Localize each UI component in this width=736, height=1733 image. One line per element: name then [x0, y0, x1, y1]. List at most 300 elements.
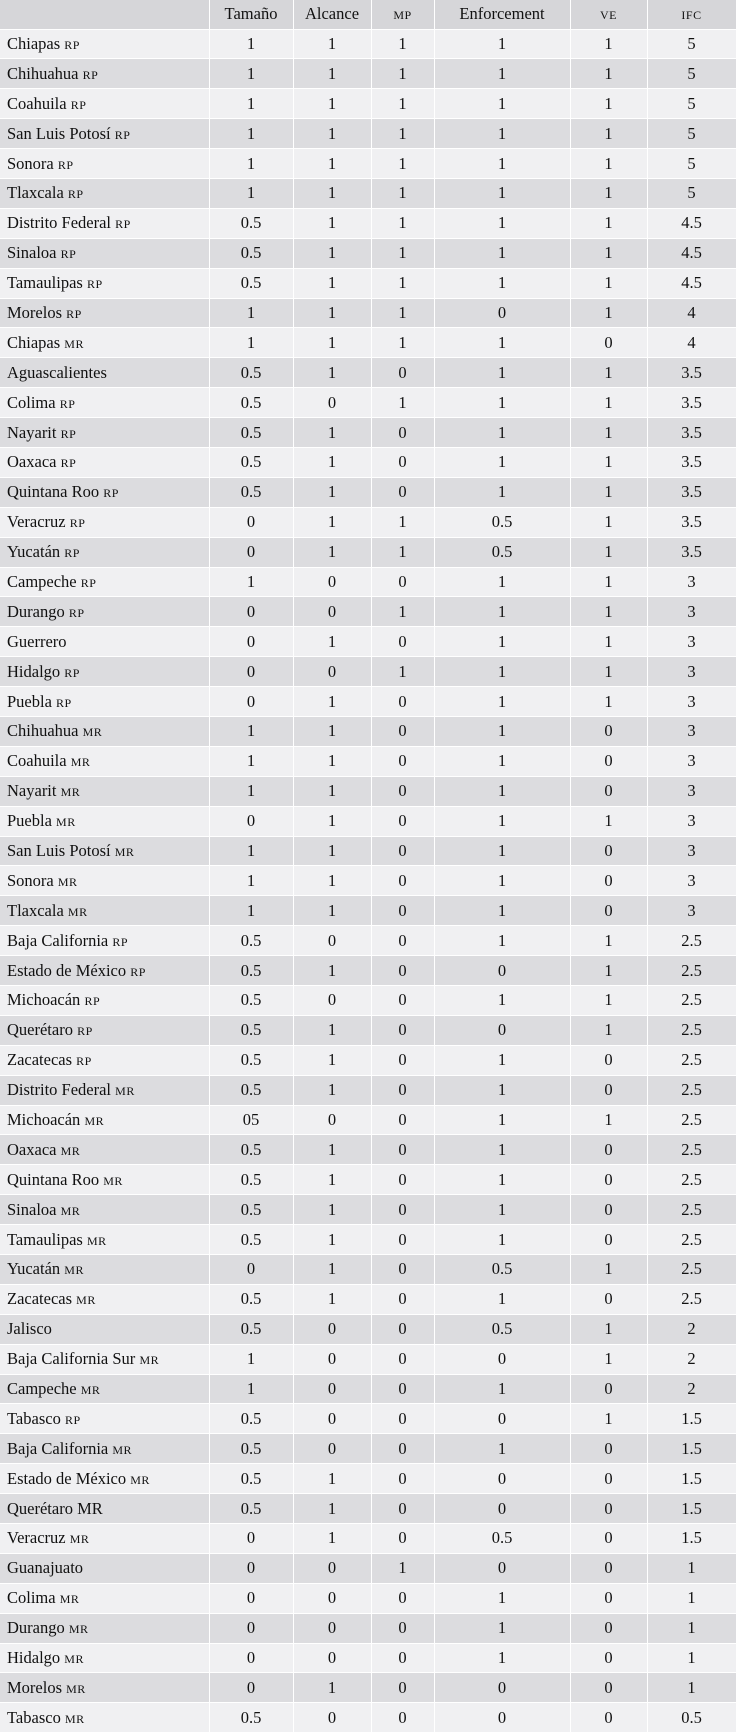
ifc-cell: 3 — [647, 806, 736, 836]
mp-cell: 0 — [371, 687, 434, 717]
ifc-cell: 3 — [647, 716, 736, 746]
table-row — [0, 1613, 736, 1643]
table-row — [0, 537, 736, 567]
tamano-cell: 0.5 — [209, 208, 293, 238]
mp-cell: 0 — [371, 447, 434, 477]
enforcement-cell: 1 — [434, 896, 570, 926]
state-name-cell — [0, 1344, 209, 1374]
enforcement-cell: 1 — [434, 89, 570, 119]
table-row — [0, 477, 736, 507]
enforcement-cell: 1 — [434, 986, 570, 1016]
alcance-cell: 1 — [293, 1464, 371, 1494]
table-row — [0, 627, 736, 657]
header-alcance: Alcance — [293, 0, 371, 29]
list-type-suffix: rp — [64, 542, 80, 562]
state-name-cell — [0, 687, 209, 717]
enforcement-cell: 0.5 — [434, 507, 570, 537]
list-type-suffix: mr — [86, 1229, 107, 1249]
tamano-cell: 0 — [209, 687, 293, 717]
ve-cell: 0 — [570, 1135, 647, 1165]
header-ifc: ifc — [647, 0, 736, 29]
mp-cell: 0 — [371, 1524, 434, 1554]
state-name-cell — [0, 418, 209, 448]
state-name-cell — [0, 1553, 209, 1583]
state-name-cell — [0, 358, 209, 388]
tamano-cell: 1 — [209, 178, 293, 208]
list-type-suffix: rp — [84, 990, 101, 1010]
state-name: Quintana Roo — [7, 482, 100, 502]
ve-cell: 1 — [570, 298, 647, 328]
alcance-cell: 0 — [293, 1583, 371, 1613]
table-row — [0, 1135, 736, 1165]
mp-cell: 0 — [371, 836, 434, 866]
ve-cell: 0 — [570, 1195, 647, 1225]
alcance-cell: 0 — [293, 1105, 371, 1135]
state-name-cell — [0, 836, 209, 866]
alcance-cell: 1 — [293, 89, 371, 119]
table-row — [0, 447, 736, 477]
list-type-suffix: mr — [130, 1468, 150, 1488]
list-type-suffix: mr — [139, 1349, 160, 1369]
tamano-cell: 05 — [209, 1105, 293, 1135]
list-type-suffix: rp — [60, 243, 77, 263]
state-name: Morelos — [7, 302, 62, 322]
ve-cell: 1 — [570, 507, 647, 537]
table-row — [0, 418, 736, 448]
alcance-cell: 1 — [293, 1165, 371, 1195]
alcance-cell: 1 — [293, 537, 371, 567]
alcance-cell: 0 — [293, 1643, 371, 1673]
mp-cell: 1 — [371, 178, 434, 208]
list-type-suffix: mr — [112, 1438, 133, 1458]
enforcement-cell: 1 — [434, 1195, 570, 1225]
ifc-cell: 5 — [647, 178, 736, 208]
mp-cell: 1 — [371, 89, 434, 119]
list-type-suffix: mr — [66, 1677, 86, 1697]
alcance-cell: 1 — [293, 716, 371, 746]
ifc-cell: 1 — [647, 1613, 736, 1643]
ve-cell: 1 — [570, 1344, 647, 1374]
tamano-cell: 0 — [209, 1255, 293, 1285]
mp-cell: 1 — [371, 1553, 434, 1583]
enforcement-cell: 1 — [434, 238, 570, 268]
state-name: Estado de México — [7, 1468, 127, 1488]
enforcement-cell: 1 — [434, 746, 570, 776]
state-name-cell — [0, 1075, 209, 1105]
table-row — [0, 507, 736, 537]
state-name-cell — [0, 597, 209, 627]
state-name: Sinaloa — [7, 1199, 57, 1219]
mp-cell: 0 — [371, 627, 434, 657]
state-name-cell — [0, 208, 209, 238]
mp-cell: 0 — [371, 1703, 434, 1733]
ifc-cell: 3 — [647, 627, 736, 657]
tamano-cell: 0.5 — [209, 956, 293, 986]
ve-cell: 1 — [570, 238, 647, 268]
state-name: Chihuahua — [7, 721, 79, 741]
alcance-cell: 1 — [293, 1225, 371, 1255]
state-name: Veracruz — [7, 512, 66, 532]
state-name: Tamaulipas — [7, 1229, 83, 1249]
table-row — [0, 1255, 736, 1285]
state-name-cell — [0, 298, 209, 328]
ve-cell: 0 — [570, 1494, 647, 1524]
ve-cell: 0 — [570, 746, 647, 776]
alcance-cell: 1 — [293, 1015, 371, 1045]
list-type-suffix: mr — [64, 1707, 85, 1727]
state-name: Aguascalientes — [7, 362, 107, 382]
state-name-cell — [0, 59, 209, 89]
state-name: Chiapas — [7, 332, 61, 352]
ifc-cell: 1.5 — [647, 1404, 736, 1434]
ifc-cell: 5 — [647, 59, 736, 89]
enforcement-cell: 1 — [434, 59, 570, 89]
mp-cell: 0 — [371, 1255, 434, 1285]
enforcement-cell: 1 — [434, 657, 570, 687]
table-row — [0, 567, 736, 597]
state-name-cell — [0, 1255, 209, 1285]
list-type-suffix: mr — [103, 1169, 123, 1189]
ifc-cell: 0.5 — [647, 1703, 736, 1733]
alcance-cell: 0 — [293, 1613, 371, 1643]
tamano-cell: 0.5 — [209, 477, 293, 507]
list-type-suffix: rp — [80, 571, 97, 591]
enforcement-cell: 1 — [434, 149, 570, 179]
tamano-cell: 1 — [209, 119, 293, 149]
ifc-cell: 3.5 — [647, 537, 736, 567]
mp-cell: 1 — [371, 298, 434, 328]
list-type-suffix: rp — [64, 1408, 81, 1428]
list-type-suffix: rp — [57, 153, 74, 173]
alcance-cell: 1 — [293, 29, 371, 59]
alcance-cell: 1 — [293, 956, 371, 986]
enforcement-cell: 1 — [434, 1643, 570, 1673]
table-row — [0, 1045, 736, 1075]
list-type-suffix: rp — [59, 392, 76, 412]
table-body — [0, 29, 736, 1733]
list-type-suffix: mr — [57, 870, 78, 890]
tamano-cell: 0.5 — [209, 1075, 293, 1105]
tamano-cell: 0.5 — [209, 418, 293, 448]
state-name-cell — [0, 1165, 209, 1195]
ifc-cell: 2.5 — [647, 1255, 736, 1285]
alcance-cell: 0 — [293, 597, 371, 627]
tamano-cell: 1 — [209, 1374, 293, 1404]
ve-cell: 1 — [570, 806, 647, 836]
list-type-suffix: mr — [114, 840, 135, 860]
tamano-cell: 0.5 — [209, 1015, 293, 1045]
state-name-cell — [0, 926, 209, 956]
table-row — [0, 1583, 736, 1613]
header-tamano: Tamaño — [209, 0, 293, 29]
mp-cell: 0 — [371, 896, 434, 926]
enforcement-cell: 0 — [434, 1404, 570, 1434]
ve-cell: 1 — [570, 1105, 647, 1135]
header-row — [0, 0, 736, 29]
state-name: Baja California — [7, 1438, 109, 1458]
ifc-cell: 2.5 — [647, 1284, 736, 1314]
enforcement-cell: 1 — [434, 418, 570, 448]
ve-cell: 1 — [570, 208, 647, 238]
ve-cell: 0 — [570, 1225, 647, 1255]
state-name-cell — [0, 986, 209, 1016]
state-name-cell — [0, 477, 209, 507]
ve-cell: 0 — [570, 1284, 647, 1314]
mp-cell: 1 — [371, 119, 434, 149]
ve-cell: 1 — [570, 149, 647, 179]
list-type-suffix: mr — [68, 1618, 89, 1638]
mp-cell: 0 — [371, 866, 434, 896]
tamano-cell: 0.5 — [209, 1165, 293, 1195]
tamano-cell: 0 — [209, 1553, 293, 1583]
header-enforcement: Enforcement — [434, 0, 570, 29]
alcance-cell: 1 — [293, 1045, 371, 1075]
mp-cell: 1 — [371, 507, 434, 537]
alcance-cell: 1 — [293, 238, 371, 268]
state-name-cell — [0, 746, 209, 776]
ifc-cell: 1.5 — [647, 1434, 736, 1464]
alcance-cell: 0 — [293, 657, 371, 687]
ifc-cell: 2.5 — [647, 1165, 736, 1195]
state-name: Hidalgo — [7, 661, 61, 681]
mp-cell: 0 — [371, 1045, 434, 1075]
ve-cell: 1 — [570, 418, 647, 448]
tamano-cell: 0 — [209, 1643, 293, 1673]
tamano-cell: 0 — [209, 597, 293, 627]
table-row — [0, 1015, 736, 1045]
mp-cell: 0 — [371, 806, 434, 836]
enforcement-cell: 1 — [434, 328, 570, 358]
state-name: Oaxaca — [7, 1139, 57, 1159]
state-name-cell — [0, 537, 209, 567]
state-name-cell — [0, 1673, 209, 1703]
header-state — [0, 0, 209, 29]
alcance-cell: 0 — [293, 1314, 371, 1344]
enforcement-cell: 1 — [434, 358, 570, 388]
alcance-cell: 0 — [293, 1434, 371, 1464]
list-type-suffix: mr — [69, 1528, 90, 1548]
table-row — [0, 1553, 736, 1583]
table-row — [0, 1314, 736, 1344]
alcance-cell: 1 — [293, 268, 371, 298]
list-type-suffix: rp — [68, 601, 85, 621]
enforcement-cell: 1 — [434, 776, 570, 806]
mp-cell: 0 — [371, 418, 434, 448]
table-row — [0, 597, 736, 627]
table-row — [0, 89, 736, 119]
mp-cell: 1 — [371, 537, 434, 567]
ifc-cell: 1.5 — [647, 1524, 736, 1554]
state-name: Sonora — [7, 153, 54, 173]
table-row — [0, 1524, 736, 1554]
state-name: Campeche — [7, 1379, 77, 1399]
tamano-cell: 1 — [209, 328, 293, 358]
table-row — [0, 1195, 736, 1225]
alcance-cell: 1 — [293, 477, 371, 507]
mp-cell: 0 — [371, 1195, 434, 1225]
mp-cell: 0 — [371, 986, 434, 1016]
enforcement-cell: 1 — [434, 1583, 570, 1613]
mp-cell: 0 — [371, 1314, 434, 1344]
ifc-cell: 2.5 — [647, 1105, 736, 1135]
enforcement-cell: 1 — [434, 716, 570, 746]
enforcement-cell: 1 — [434, 1165, 570, 1195]
list-type-suffix: rp — [77, 1020, 93, 1040]
ve-cell: 0 — [570, 716, 647, 746]
enforcement-cell: 1 — [434, 1284, 570, 1314]
tamano-cell: 1 — [209, 89, 293, 119]
ifc-cell: 4.5 — [647, 268, 736, 298]
state-name: Michoacán — [7, 990, 81, 1010]
table-row — [0, 1165, 736, 1195]
table-row — [0, 29, 736, 59]
ifc-cell: 1 — [647, 1553, 736, 1583]
alcance-cell: 1 — [293, 627, 371, 657]
state-name-cell — [0, 896, 209, 926]
state-name: Guanajuato — [7, 1558, 84, 1578]
list-type-suffix: rp — [82, 63, 99, 83]
alcance-cell: 1 — [293, 1195, 371, 1225]
table-row — [0, 836, 736, 866]
mp-cell: 0 — [371, 1494, 434, 1524]
enforcement-cell: 1 — [434, 1374, 570, 1404]
state-name: Querétaro — [7, 1020, 73, 1040]
ifc-cell: 1.5 — [647, 1494, 736, 1524]
ve-cell: 0 — [570, 1553, 647, 1583]
state-name: Durango — [7, 601, 65, 621]
table-row — [0, 687, 736, 717]
table-row — [0, 1703, 736, 1733]
mp-cell: 1 — [371, 238, 434, 268]
state-name-cell — [0, 1284, 209, 1314]
alcance-cell: 0 — [293, 1344, 371, 1374]
alcance-cell: 1 — [293, 208, 371, 238]
table-row — [0, 1344, 736, 1374]
ifc-cell: 3 — [647, 567, 736, 597]
tamano-cell: 1 — [209, 896, 293, 926]
list-type-suffix: rp — [64, 661, 80, 681]
mp-cell: 0 — [371, 1105, 434, 1135]
alcance-cell: 1 — [293, 1494, 371, 1524]
table-row — [0, 1404, 736, 1434]
enforcement-cell: 1 — [434, 597, 570, 627]
state-name: Campeche — [7, 571, 77, 591]
enforcement-cell: 1 — [434, 926, 570, 956]
ifc-cell: 3.5 — [647, 418, 736, 448]
tamano-cell: 0.5 — [209, 447, 293, 477]
table-row — [0, 746, 736, 776]
state-name: Distrito Federal — [7, 1080, 112, 1100]
state-name: Tlaxcala — [7, 183, 64, 203]
enforcement-cell: 0 — [434, 298, 570, 328]
state-name-cell — [0, 716, 209, 746]
state-name-cell — [0, 1703, 209, 1733]
table-row — [0, 716, 736, 746]
ve-cell: 1 — [570, 268, 647, 298]
list-type-suffix: mr — [76, 1289, 96, 1309]
state-name: Morelos — [7, 1677, 62, 1697]
state-name-cell — [0, 1613, 209, 1643]
state-name: Tabasco — [7, 1707, 61, 1727]
ve-cell: 0 — [570, 896, 647, 926]
state-name: Puebla — [7, 691, 52, 711]
ifc-cell: 3.5 — [647, 507, 736, 537]
list-type-suffix: rp — [112, 930, 129, 950]
mp-cell: 0 — [371, 1015, 434, 1045]
alcance-cell: 1 — [293, 1284, 371, 1314]
state-name-cell — [0, 1524, 209, 1554]
tamano-cell: 1 — [209, 716, 293, 746]
mp-cell: 0 — [371, 1165, 434, 1195]
ifc-cell: 3 — [647, 866, 736, 896]
tamano-cell: 0.5 — [209, 1703, 293, 1733]
list-type-suffix: mr — [70, 751, 91, 771]
enforcement-cell: 1 — [434, 1434, 570, 1464]
mp-cell: 0 — [371, 1613, 434, 1643]
alcance-cell: 1 — [293, 746, 371, 776]
tamano-cell: 1 — [209, 746, 293, 776]
enforcement-cell: 1 — [434, 208, 570, 238]
enforcement-cell: 1 — [434, 388, 570, 418]
mp-cell: 1 — [371, 657, 434, 687]
table-row — [0, 1464, 736, 1494]
ve-cell: 1 — [570, 358, 647, 388]
enforcement-cell: 0.5 — [434, 1524, 570, 1554]
alcance-cell: 1 — [293, 1075, 371, 1105]
ifc-cell: 1 — [647, 1583, 736, 1613]
state-name-cell — [0, 806, 209, 836]
mp-cell: 1 — [371, 29, 434, 59]
ve-cell: 0 — [570, 866, 647, 896]
ve-cell: 1 — [570, 1255, 647, 1285]
ve-cell: 0 — [570, 1703, 647, 1733]
ifc-cell: 3.5 — [647, 388, 736, 418]
ve-cell: 1 — [570, 1015, 647, 1045]
mp-cell: 0 — [371, 776, 434, 806]
ifc-cell: 2.5 — [647, 1225, 736, 1255]
ifc-cell: 2.5 — [647, 956, 736, 986]
tamano-cell: 0 — [209, 1583, 293, 1613]
list-type-suffix: rp — [115, 213, 131, 233]
table-row — [0, 926, 736, 956]
mp-cell: 0 — [371, 1404, 434, 1434]
list-type-suffix: mr — [64, 332, 84, 352]
tamano-cell: 1 — [209, 1344, 293, 1374]
header-mp: mp — [371, 0, 434, 29]
ifc-cell: 5 — [647, 149, 736, 179]
table-row — [0, 1105, 736, 1135]
enforcement-cell: 1 — [434, 866, 570, 896]
list-type-suffix: mr — [64, 1259, 84, 1279]
state-name: Zacatecas — [7, 1050, 73, 1070]
mp-cell: 1 — [371, 597, 434, 627]
tamano-cell: 1 — [209, 836, 293, 866]
state-name-cell — [0, 956, 209, 986]
tamano-cell: 0 — [209, 1524, 293, 1554]
alcance-cell: 1 — [293, 447, 371, 477]
state-name-cell — [0, 388, 209, 418]
state-name: Nayarit — [7, 422, 57, 442]
alcance-cell: 0 — [293, 986, 371, 1016]
ve-cell: 1 — [570, 567, 647, 597]
state-name-cell — [0, 1374, 209, 1404]
ve-cell: 1 — [570, 447, 647, 477]
ve-cell: 1 — [570, 986, 647, 1016]
state-name: Colima — [7, 1588, 56, 1608]
table-row — [0, 1284, 736, 1314]
table-row — [0, 328, 736, 358]
enforcement-cell: 1 — [434, 1613, 570, 1643]
